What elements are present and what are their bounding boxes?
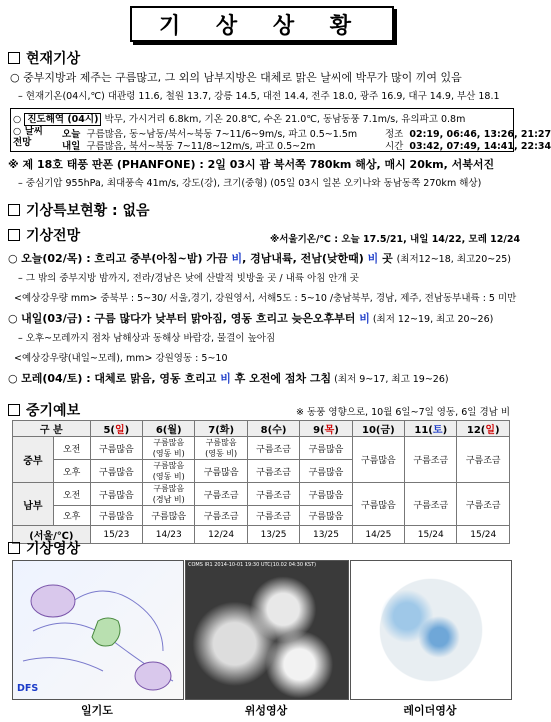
table-header-row (13, 421, 510, 437)
temp-cell: 13/25 (247, 526, 299, 544)
cell: 구름조금 (457, 483, 510, 526)
cell: 구름조금 (247, 437, 299, 460)
tomorrow-rain-amount: <예상강우량(내일~모레), mm> 강원영동 : 5~10 (14, 353, 228, 364)
section-current (8, 48, 80, 68)
day-of-week: 목 (324, 425, 335, 436)
table-row (13, 483, 510, 506)
cell: 구름조금 (195, 506, 247, 526)
tomorrow-outlook: ○ 내일(03/금) : 구름 많다가 낮부터 맑아짐, 영동 흐리고 늦은오후부터 비 (최저 12~19, 최고 20~26) (8, 312, 494, 325)
day-header: 7(화) (195, 421, 247, 437)
am-label: 오전 (53, 437, 90, 460)
today-sea: 오늘 구름많음, 동~남동/북서~북동 7~11/6~9m/s, 파고 0.5~1.5m (62, 129, 358, 140)
typhoon-line: ※ 제 18호 태풍 판폰 (PHANFONE) : 2일 03시 괌 북서쪽 780km 해상, 매시 20km, 서북서진 (8, 158, 495, 171)
tomorrow-sub: – 오후~모레까지 점차 남해상과 동해상 바람강, 물결이 높아짐 (18, 333, 276, 344)
cell: 구름많음 (300, 437, 352, 460)
day-of-week: 월 (167, 425, 178, 436)
caption-satellite: 위성영상 (244, 704, 288, 717)
day-header: 12(일) (457, 421, 510, 437)
cell: 구름많음 (143, 506, 195, 526)
today-outlook: ○ 오늘(02/목) : 흐리고 중부(아침~밤) 가끔 비, 경남내륙, 전남(낮한때) 비 곳 (최저12~18, 최고20~25) (8, 252, 512, 265)
page-title: 기 상 상 황 (130, 6, 394, 42)
cell: 구름많음 (300, 506, 352, 526)
pm-label: 오후 (53, 506, 90, 526)
typhoon-detail: – 중심기압 955hPa, 최대풍속 41m/s, 강도(강), 크기(중형) (05일 03시 일본 오키나와 동남동쪽 270km 해상) (18, 178, 482, 189)
pm-label: 오후 (53, 460, 90, 483)
temp-cell: 14/23 (143, 526, 195, 544)
cell: 구름조금 (457, 437, 510, 483)
square-bullet-icon (8, 229, 20, 241)
cell: 구름많음 (352, 483, 404, 526)
tide-tomorrow: 시간 03:42, 07:49, 14:41, 22:34 (385, 141, 551, 152)
day-of-week: 금 (380, 425, 391, 436)
temp-cell: 13/25 (300, 526, 352, 544)
cell: 구름많음 (영동 비) (143, 460, 195, 483)
cell: 구름많음 (352, 437, 404, 483)
satellite-image (185, 560, 349, 700)
am-label: 오전 (53, 483, 90, 506)
day-header: 10(금) (352, 421, 404, 437)
cell: 구름많음 (영동 비) (143, 437, 195, 460)
midterm-table (12, 420, 510, 544)
seoul-temp-note: ※서울기온/℃ : 오늘 17.5/21, 내일 14/22, 모레 12/24 (270, 234, 521, 245)
jindo-row: ○ 진도해역 (04시) 박무, 가시거리 6.8km, 기온 20.8℃, 수온 21.0℃, 동남동풍 7.1m/s, 유의파고 0.8m (13, 114, 466, 125)
today-sub: – 그 밖의 중부지방 밤까지, 전라/경남은 낮에 산발적 빗방울 곳 / 내륙 아침 안개 곳 (18, 273, 359, 284)
section-midterm: 중기예보 (8, 400, 80, 420)
day-header: 9(목) (300, 421, 352, 437)
weather-map-image (12, 560, 184, 700)
section-special: 기상특보현황 : 없음 (8, 200, 150, 220)
after-tomorrow-outlook: ○ 모레(04/토) : 대체로 맑음, 영동 흐리고 비 후 오전에 점차 그침 (최저 9~17, 최고 19~26) (8, 372, 449, 385)
day-of-week: 수 (272, 425, 282, 436)
square-bullet-icon (8, 204, 20, 216)
cell: 구름조금 (405, 437, 457, 483)
cell: 구름조금 (247, 483, 299, 506)
temp-cell: 15/24 (457, 526, 510, 544)
today-rain-amount: <예상강우량 mm> 중북부 : 5~30/ 서울,경기, 강원영서, 서해5도 : 5~10 /충남북부, 경남, 제주, 전남동부내륙 : 5 미만 (14, 293, 517, 304)
cell: 구름많음 (300, 483, 352, 506)
cell: 구름많음 (195, 460, 247, 483)
temp-cell: 15/24 (405, 526, 457, 544)
sea-outlook-label: ○ 날씨 전망 (13, 126, 43, 148)
cell: 구름조금 (195, 483, 247, 506)
day-header: 8(수) (247, 421, 299, 437)
day-header: 6(월) (143, 421, 195, 437)
region-central: 중부 (13, 437, 54, 483)
jindo-label: 진도해역 (04시) (24, 113, 101, 126)
tide-today: 정조 02:19, 06:46, 13:26, 21:27 (385, 129, 551, 140)
caption-radar: 레이더영상 (403, 704, 457, 717)
tomorrow-sea: 내일 구름많음, 북서~북동 7~11/8~12m/s, 파고 0.5~2m (62, 141, 316, 152)
day-of-week: 토 (432, 425, 443, 436)
day-of-week: 화 (219, 425, 230, 436)
table-row (13, 437, 510, 460)
temp-cell: 12/24 (195, 526, 247, 544)
cell: 구름많음 (90, 506, 142, 526)
cell: 구름많음 (90, 437, 142, 460)
map-tag: DFS (17, 683, 39, 694)
cell: 구름많음 (90, 460, 142, 483)
region-south: 남부 (13, 483, 54, 526)
temp-row (13, 526, 510, 544)
day-of-week: 일 (485, 425, 496, 436)
section-heading: 현재기상 (26, 51, 81, 67)
caption-weather-map: 일기도 (81, 704, 113, 717)
day-header: 5(일) (90, 421, 142, 437)
cell: 구름많음 (90, 483, 142, 506)
midterm-note: ※ 동풍 영향으로, 10월 6일~7일 영동, 6일 경남 비 (296, 407, 510, 418)
section-images: 기상영상 (8, 538, 80, 558)
radar-image (350, 560, 512, 700)
temp-cell: 14/25 (352, 526, 404, 544)
square-bullet-icon (8, 52, 20, 64)
cell: 구름조금 (247, 506, 299, 526)
cell: 구름조금 (247, 460, 299, 483)
current-summary: ○ 중부지방과 제주는 구름많고, 그 외의 남부지방은 대체로 맑은 날씨에 박무가 많이 끼여 있음 (10, 71, 462, 84)
square-bullet-icon (8, 404, 20, 416)
header-label: 구 분 (13, 421, 91, 437)
cell: 구름많음 (경남 비) (143, 483, 195, 506)
satellite-header: COMS IR1 2014-10-01 19:30 UTC(10.02 04:30 KST) (188, 562, 317, 568)
section-outlook: 기상전망 (8, 225, 80, 245)
current-temps: – 현재기온(04시,℃) 대관령 11.6, 철원 13.7, 강릉 14.5, 대전 14.4, 전주 18.0, 광주 16.9, 대구 14.9, 부산 18.1 (18, 91, 500, 102)
weather-map-graphic (13, 561, 183, 699)
day-header: 11(토) (405, 421, 457, 437)
cell: 구름많음 (300, 460, 352, 483)
temp-label: (서울/℃) (13, 526, 91, 544)
cell: 구름조금 (405, 483, 457, 526)
cell: 구름많음 (영동 비) (195, 437, 247, 460)
square-bullet-icon (8, 542, 20, 554)
temp-cell: 15/23 (90, 526, 142, 544)
day-of-week: 일 (114, 425, 125, 436)
